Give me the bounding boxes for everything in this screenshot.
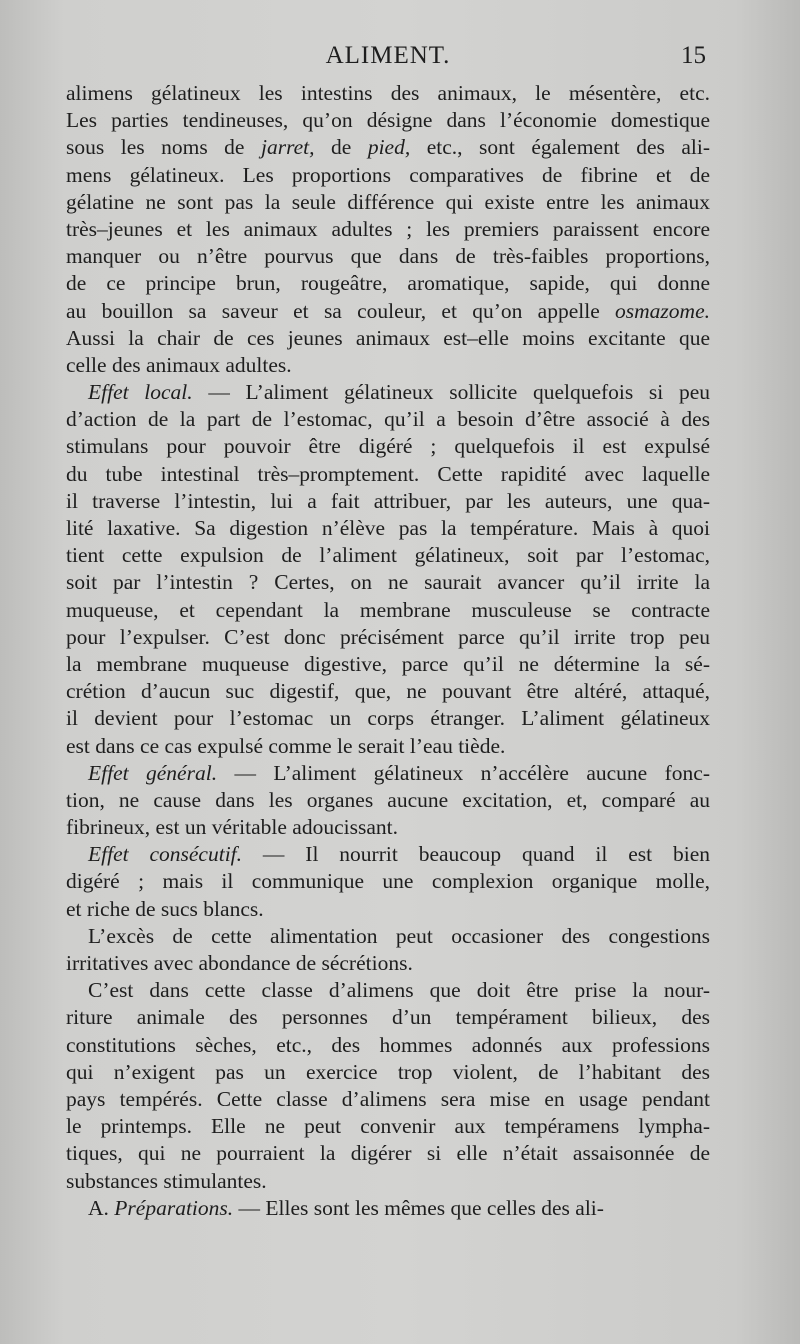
text-line: qui n’exigent pas un exercice trop violent, de l’habitant des (66, 1059, 710, 1084)
paragraph (66, 841, 710, 923)
text-line: alimens gélatineux les intestins des animaux, le mésentère, etc. (66, 81, 710, 105)
body-text (66, 80, 710, 1222)
page-number: 15 (681, 42, 706, 69)
text-line: et riche de sucs blancs. (66, 896, 264, 921)
text-line: digéré ; mais il communique une complexion organique molle, (66, 869, 710, 894)
text-line: pays tempérés. Cette classe d’alimens sera mise en usage pendant (66, 1086, 710, 1111)
text-line: au bouillon sa saveur et sa couleur, et qu’on appelle osmazome. (66, 298, 710, 323)
text-line: gélatine ne sont pas la seule différence qui existe entre les animaux (66, 189, 710, 214)
text-line: Effet consécutif. — Il nourrit beaucoup quand il est bien (88, 842, 710, 867)
text-line: tiques, qui ne pourraient la digérer si elle n’était assaisonnée de (66, 1141, 710, 1166)
text-line: riture animale des personnes d’un tempérament bilieux, des (66, 1005, 710, 1030)
text-line: la membrane muqueuse digestive, parce qu’il ne détermine la sé- (66, 651, 710, 676)
text-line: Aussi la chair de ces jeunes animaux est–elle moins excitante que (66, 325, 710, 350)
text-line: celle des animaux adultes. (66, 352, 292, 377)
paragraph (66, 760, 710, 842)
text-line: muqueuse, et cependant la membrane musculeuse se contracte (66, 597, 710, 622)
text-line: mens gélatineux. Les proportions comparatives de fibrine et de (66, 162, 710, 187)
page-header (66, 42, 710, 76)
text-line: du tube intestinal très–promptement. Cette rapidité avec laquelle (66, 461, 710, 486)
text-line: de ce principe brun, rougeâtre, aromatique, sapide, qui donne (66, 271, 710, 296)
paragraph (66, 1195, 710, 1222)
paragraph (66, 80, 710, 379)
text-line: Effet général. — L’aliment gélatineux n’accélère aucune fonc- (88, 760, 710, 785)
text-line: tion, ne cause dans les organes aucune excitation, et, comparé au (66, 787, 710, 812)
paragraph (66, 977, 710, 1195)
text-line: fibrineux, est un véritable adoucissant. (66, 815, 398, 840)
text-line: d’action de la part de l’estomac, qu’il a besoin d’être associé à des (66, 407, 710, 432)
running-title: ALIMENT. (325, 42, 451, 69)
text-line: crétion d’aucun suc digestif, que, ne pouvant être altéré, attaqué, (66, 679, 710, 704)
text-line: C’est dans cette classe d’alimens que doit être prise la nour- (88, 978, 710, 1003)
paragraph (66, 379, 710, 760)
text-line: manquer ou n’être pourvus que dans de très-faibles proportions, (66, 244, 710, 269)
text-line: il devient pour l’estomac un corps étranger. L’aliment gélatineux (66, 706, 710, 731)
text-line: sous les noms de jarret, de pied, etc., sont également des ali- (66, 135, 710, 160)
text-line: le printemps. Elle ne peut convenir aux tempéramens lympha- (66, 1114, 710, 1139)
text-line: Les parties tendineuses, qu’on désigne dans l’économie domestique (66, 108, 710, 133)
text-line: il traverse l’intestin, lui a fait attribuer, par les auteurs, une qua- (66, 488, 710, 513)
text-line: est dans ce cas expulsé comme le serait l’eau tiède. (66, 733, 506, 758)
text-line: L’excès de cette alimentation peut occasioner des congestions (88, 923, 710, 948)
text-line: Effet local. — L’aliment gélatineux sollicite quelquefois si peu (88, 380, 710, 405)
text-line: très–jeunes et les animaux adultes ; les premiers paraissent encore (66, 216, 710, 241)
text-line: pour l’expulser. C’est donc précisément parce qu’il irrite trop peu (66, 624, 710, 649)
text-line: stimulans pour pouvoir être digéré ; quelquefois il est expulsé (66, 434, 710, 459)
text-line: tient cette expulsion de l’aliment gélatineux, soit par l’estomac, (66, 543, 710, 568)
text-line: A. Préparations. — Elles sont les mêmes que celles des ali- (88, 1195, 604, 1220)
text-line: soit par l’intestin ? Certes, on ne saurait avancer qu’il irrite la (66, 570, 710, 595)
text-line: substances stimulantes. (66, 1168, 267, 1193)
text-line: constitutions sèches, etc., des hommes adonnés aux professions (66, 1032, 710, 1057)
text-line: irritatives avec abondance de sécrétions. (66, 951, 413, 975)
paragraph (66, 923, 710, 977)
text-line: lité laxative. Sa digestion n’élève pas la température. Mais à quoi (66, 516, 710, 540)
